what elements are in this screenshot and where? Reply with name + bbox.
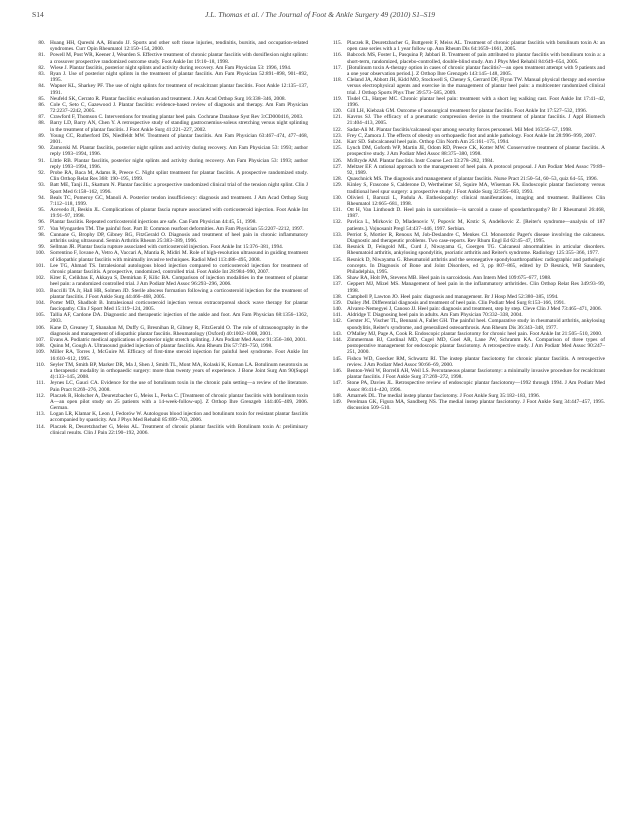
reference-number: 122. <box>332 126 342 133</box>
reference-entry <box>329 145 605 157</box>
reference-entry <box>32 52 308 64</box>
reference-entry <box>329 368 605 380</box>
reference-entry <box>32 195 308 207</box>
reference-text: O'Malley MJ, Page A, Cook R. Endoscopic plantar fasciotomy for chronic heel pain. Foot Ankle Int 21:505–510, 2000. <box>347 330 603 337</box>
reference-number: 127. <box>332 163 342 170</box>
reference-text: Dailey JM. Differential diagnosis and treatment of heel pain. Clin Podiatr Med Surg 8:153–166, 1991. <box>347 299 566 306</box>
reference-number: 91. <box>38 157 45 164</box>
reference-entry <box>32 170 308 182</box>
reference-entry <box>32 120 308 132</box>
reference-text: Crawford F, Thomson C. Interventions for treating plantar heel pain. Cochrane Database Syst Rev 3:CD000416, 2003. <box>50 114 304 121</box>
reference-text: Van Wyngarden TM. The painful foot. Part II: Common rearfoot deformities. Am Fam Physician 55:2207–2212, 1997. <box>50 225 304 232</box>
reference-entry <box>32 300 308 312</box>
reference-number: 134. <box>332 244 342 251</box>
reference-number: 104. <box>35 299 45 306</box>
references-column-right <box>329 40 605 411</box>
reference-text: Perelman GK, Figura MA, Sandberg NS. The medial instep plantar fasciotomy. J Foot Ankle Surg 34:447–457, 1995. discussion 509–510. <box>347 398 605 412</box>
reference-text: Amarnek DL. The medial instep plantar fasciotomy. J Foot Ankle Surg 35:182–183, 1996. <box>347 392 540 399</box>
reference-text: Evans A. Podiatric medical applications of posterior night stretch splinting. J Am Podiatr Med Assoc 91:356–360, 2001. <box>50 337 307 343</box>
reference-number: 129. <box>332 182 342 189</box>
reference-text: Neufeld SK, Cerrato R. Plantar fasciitis: evaluation and treatment. J Am Acad Orthop Surg 16:338–346, 2008. <box>50 95 286 102</box>
reference-entry <box>32 232 308 244</box>
reference-entry <box>329 219 605 231</box>
reference-text: Aldridge T. Diagnosing heel pain in adults. Am Fam Physician 70:332–338, 2004. <box>347 312 523 319</box>
reference-text: Sorrentino F, Iovane A, Vetro A, Vaccari A, Mantia R, Midiri M. Role of high-resolution ultrasound in guiding treatment of idiopathic plantar fasciitis with minimally invasive techniques. Radiol Med 113:486–495, 2008. <box>50 250 308 263</box>
reference-number: 138. <box>332 293 342 300</box>
reference-number: 80. <box>38 40 45 46</box>
reference-text: Placzek R, Deuretzbacher G, Buttgereit F, Meiss AL. Treatment of chronic plantar fasciitis with botulinum toxin A: an open case series with a 1 year follow up. Ann Rheum Dis 64:1659–1661, 2005. <box>347 40 605 53</box>
reference-text: Barry LD, Barry AN, Chen Y. A retrospective study of standing gastrocnemius-soleus stretching versus night splinting in the treatment of plantar fasciitis. J Foot Ankle Surg 41:221–227, 2002. <box>50 120 308 133</box>
reference-number: 133. <box>332 231 342 238</box>
reference-number: 89. <box>38 132 45 139</box>
reference-entry <box>32 145 308 157</box>
reference-text: Plantar fasciitis. Repeated corticosteroid injections are safe. Can Fam Physician 44:45, 51, 1998. <box>50 219 257 226</box>
reference-entry <box>329 164 605 176</box>
reference-entry <box>329 182 605 194</box>
reference-number: 140. <box>332 306 342 313</box>
reference-entry <box>329 399 605 411</box>
reference-number: 144. <box>332 337 342 343</box>
reference-number: 130. <box>332 194 342 201</box>
reference-text: Quinn M, Gough A. Ultrasound guided injection of plantar fasciitis. Ann Rheum Dis 57:749–750, 1998. <box>50 343 273 350</box>
reference-text: Placzek R, Holscher A, Deuretzbacher G, Meiss L, Perka C. [Treatment of chronic plantar fasciitis with botulinum toxin A—an open pilot study on 25 patients with a 14-week-follow-up]. Z Orthop Ihre Grenzgeb 144:405–409, 2006. German. <box>50 392 308 412</box>
reference-text: Sadat-Ali M. Plantar fasciitis/calcaneal spur among security forces personnel. Mil Med 163:56–57, 1998. <box>347 126 573 133</box>
reference-text: Powell M, Post WR, Keener J, Wearden S. Effective treatment of chronic plantar fasciitis with dorsiflexion night splints: a crossover prospective randomized outcome study. Foot Ankle Int 19:10–18, 1998. <box>50 52 308 65</box>
reference-number: 136. <box>332 275 342 282</box>
reference-number: 142. <box>332 318 342 325</box>
reference-number: 143. <box>332 330 342 337</box>
reference-number: 87. <box>38 114 45 121</box>
reference-number: 111. <box>36 380 45 387</box>
reference-text: Lee TG, Ahmad TS. Intralesional autologous blood injection compared to corticosteroid injection for treatment of chronic plantar fasciitis. A prospective, randomized, controlled trial. Foot Ankle Int 28:984–990, 2007. <box>50 262 308 275</box>
reference-entry <box>329 52 605 64</box>
reference-entry <box>32 133 308 145</box>
reference-text: Zamorski M. Plantar fasciitis, posterior night splints and activity during recovery. Am Fam Physician 53: 1993; author reply 1993–1994, 1996. <box>50 145 308 158</box>
reference-text: Logan LR, Klamar K, Leon J, Fedorów W. Autologous blood injection and botulinum toxin for resistant plantar fasciitis accompanied by spasticity. Am J Phys Med Rehabil 85:699–703, 2006. <box>50 411 308 424</box>
reference-entry <box>329 356 605 368</box>
reference-number: 99. <box>38 244 45 251</box>
reference-text: Buccilli TA Jr, Hall HR, Solmen JD. Sterile abscess formation following a corticosteroid injection for the treatment of plantar fasciitis. J Foot Ankle Surg 44:466–468, 2005. <box>50 287 308 300</box>
reference-entry <box>32 158 308 170</box>
reference-number: 116. <box>332 52 342 59</box>
reference-text: Seyler TM, Smith BP, Marker DR, Ma J, Shen J, Smith TL, Mont MA, Kolaski K, Koman LA. Botulinum neurotoxin as a therapeutic modality in orthopaedic surgery: more than twenty years of experience. J Bone Joint Surg Am 90(Suppl 4):133–145, 2008. <box>50 361 308 381</box>
reference-text: Perriot S, Mortier R, Renoux M, Job-Deslandre C, Menkes CJ. Monostotic Paget's disease involving the calcaneus. Diagnostic and therapeutic problems. Two case-reports. Rev Rhum Engl Ed 62:45–47, 1995. <box>347 231 605 244</box>
reference-entry <box>32 288 308 300</box>
reference-number: 115. <box>332 40 342 46</box>
reference-text: Probe RA, Baca M, Adams R, Preece C. Night splint treatment for plantar fasciitis. A prospective randomized study. Clin Orthop Relat Res 368: 190–195, 1999. <box>50 169 308 183</box>
reference-entry <box>32 325 308 337</box>
reference-number: 84. <box>38 83 45 90</box>
reference-entry <box>32 312 308 324</box>
reference-number: 128. <box>332 176 342 183</box>
reference-number: 97. <box>38 225 45 232</box>
reference-number: 148. <box>332 392 342 399</box>
reference-entry <box>329 337 605 356</box>
reference-entry <box>329 207 605 219</box>
reference-number: 145. <box>332 355 342 362</box>
reference-text: Wiese J. Plantar fasciitis, posterior night splints and activity during recovery. Am Fam Physician 53: 1996, 1994. <box>50 64 292 71</box>
reference-entry <box>32 275 308 287</box>
reference-number: 94. <box>38 194 45 201</box>
reference-text: Gill LH, Kiebzak GM. Outcome of nonsurgical treatment for plantar fasciitis. Foot Ankle Int 17:527–532, 1996. <box>347 108 588 115</box>
reference-entry <box>329 257 605 276</box>
reference-text: Jeynes LC, Gauci CA. Evidence for the use of botulinum toxin in the chronic pain setting—a review of the literature. Pain Pract 8:269–276, 2008. <box>50 380 308 393</box>
reference-text: Porter MD, Shadbolt B. Intralesional corticosteroid injection versus extracorporeal shock wave therapy for plantar fasciopathy. Clin J Sport Med 15:119–124, 2005. <box>50 299 308 313</box>
reference-text: Cleland JA, Abbott JH, Kidd MO, Stockwell S, Cheney S, Gerrard DF, Flynn TW. Manual physical therapy and exercise versus electrophysical agents and exercise in the management of plantar heel pain: a multicenter randomized clinical trial. J Orthop Sports Phys Ther 39:573–585, 2009. <box>347 77 605 96</box>
reference-text: Ott H, Van Linthoudt D. Heel pain in sarcoidosis—is sarcoid a cause of spondarthropathy? Br J Rheumatol 26:468, 1987. <box>347 207 605 220</box>
reference-number: 108. <box>35 343 45 350</box>
reference-number: 110. <box>35 361 45 368</box>
reference-number: 132. <box>332 219 342 226</box>
reference-text: Batt ME, Tanji JL, Skattum N. Plantar fasciitis: a prospective randomized clinical trial of the tension night splint. Clin J Sport Med 6:158–162, 1996. <box>50 182 308 195</box>
reference-entry <box>32 393 308 412</box>
reference-entry <box>32 207 308 219</box>
reference-text: Tisdel CL, Harper MC. Chronic plantar heel pain: treatment with a short leg walking cast. Foot Ankle Int 17:41–42, 1996. <box>347 95 605 108</box>
page-header <box>32 10 608 24</box>
reference-text: Benton-Weil W, Borrelli AH, Weil LS. Percutaneous plantar fasciotomy: a minimally invasive procedure for recalcitrant plantar fasciitis. J Foot Ankle Surg 37:269–272, 1998. <box>347 367 605 381</box>
reference-number: 107. <box>35 337 45 343</box>
reference-number: 114. <box>35 423 45 430</box>
reference-text: Huang HH, Qureshi AA, Biundo JJ. Sports and other soft tissue injuries, tendinitis, bursitis, and occupation-related syndromes. Curr Opin Rheumatol 12:150–154, 2000. <box>50 40 308 53</box>
reference-entry <box>32 182 308 194</box>
reference-entry <box>329 380 605 392</box>
reference-entry <box>32 411 308 423</box>
reference-text: Pavlica L, Mirkovic D, Mladenovic V, Popovic M, Krstic S, Andelkovic Z. [Reiter's syndrome—analysis of 187 patients.]. Vojnosanit Pregl 54:437–446, 1997. Serbian. <box>347 219 605 232</box>
reference-text: Stone PA, Davies JL. Retrospective review of endoscopic plantar fasciotomy—1992 through 1994. J Am Podiatr Med Assoc 86:414–420, 1996. <box>347 380 605 393</box>
reference-text: Quaschnick MS. The diagnosis and management of plantar fasciitis. Nurse Pract 21:50–54, 60–53, quiz 64–55, 1996. <box>347 176 598 183</box>
reference-number: 135. <box>332 256 342 263</box>
reference-number: 119. <box>332 95 342 102</box>
reference-number: 83. <box>38 70 45 77</box>
reference-entry <box>329 40 605 52</box>
reference-number: 139. <box>332 299 342 306</box>
reference-entry <box>329 232 605 244</box>
reference-text: Placzek R, Deuretzbacher G, Meiss AL. Treatment of chronic plantar fasciitis with Botulinum toxin A: preliminary clinical results. Clin J Pain 22:190–192, 2006. <box>50 423 308 436</box>
reference-entry <box>32 83 308 95</box>
reference-number: 85. <box>38 95 45 102</box>
reference-number: 126. <box>332 157 342 164</box>
reference-number: 102. <box>35 275 45 282</box>
reference-number: 125. <box>332 145 342 152</box>
reference-number: 121. <box>332 114 342 121</box>
reference-text: Acevedo JI, Beskin JL. Complications of plantar fascia rupture associated with corticosteroid injection. Foot Ankle Int 19:91–97, 1998. <box>50 207 308 220</box>
reference-number: 131. <box>332 207 342 214</box>
reference-text: [Botulinum toxin A-therapy option in cases of chronic plantar fasciitis?—an open treatment attempt with 9 patients and a one year observation period.]. Z Orthop Ihre Grenzgeb 143:145–148, 2005. <box>347 64 605 77</box>
reference-text: Shaw RA, Holt PA, Stevens MB. Heel pain in sarcoidosis. Ann Intern Med 109:675–677, 1988. <box>347 275 552 282</box>
reference-entry <box>32 102 308 114</box>
reference-entry <box>329 114 605 126</box>
reference-number: 93. <box>38 182 45 189</box>
reference-number: 106. <box>35 324 45 331</box>
reference-number: 118. <box>332 77 342 84</box>
page-number: S14 <box>32 10 44 19</box>
reference-number: 124. <box>332 139 342 145</box>
reference-entry <box>329 281 605 293</box>
reference-text: McBryde AM. Plantar fasciitis. Instr Course Lect 33:278–282, 1984. <box>347 157 494 164</box>
reference-entry <box>329 318 605 330</box>
reference-text: Young CC, Rutherford DS, Niedfeldt MW. Treatment of plantar fasciitis. Am Fam Physician 63:467–474, 477–468, 2001. <box>50 132 308 145</box>
reference-text: Fishco WD, Goecker RM, Schwartz RI. The instep plantar fasciotomy for chronic plantar fasciitis. A retrospective review. J Am Podiatr Med Assoc 90:66–69, 2000. <box>347 355 605 368</box>
reference-entry <box>32 349 308 361</box>
reference-number: 81. <box>38 52 45 59</box>
reference-number: 95. <box>38 207 45 214</box>
reference-number: 92. <box>38 169 45 176</box>
reference-text: Babcock MS, Foster L, Pasquina P, Jabbari B. Treatment of pain attributed to plantar fasciitis with botulinum toxin a: a short-term, randomized, placebo-controlled, double-blind study. Am J Phys Med Rehabil 84:649–654, 2005. <box>347 52 605 65</box>
reference-text: Kavros SJ. The efficacy of a pneumatic compression device in the treatment of plantar fasciitis. J Appl Biomech 21:404–413, 2005. <box>347 114 605 127</box>
reference-text: Wapner KL, Sharkey PF. The use of night splints for treatment of recalcitrant plantar fasciitis. Foot Ankle 12:135–137, 1991. <box>50 83 308 96</box>
reference-number: 105. <box>35 312 45 319</box>
reference-entry <box>32 71 308 83</box>
reference-entry <box>32 40 308 52</box>
reference-text: Campbell P, Lawton JO. Heel pain: diagnosis and management. Br J Hosp Med 52:380–385, 1994. <box>347 293 559 300</box>
reference-text: Ryan J. Use of posterior night splints in the treatment of plantar fasciitis. Am Fam Physician 52:891–898, 901–892, 1995. <box>50 70 308 84</box>
reference-entry <box>32 250 308 262</box>
reference-number: 117. <box>332 64 342 71</box>
reference-text: Resnick D, Niwayama G. Rheumatoid arthritis and the seronegative spondyloarthropathies: radiographic and pathologic concepts. In Diagnosis of Bone and Joint Disorders, ed 3, pp 807–865, edited by D Resnick, WB Saunders, Philadelphia, 1995. <box>347 256 605 275</box>
reference-entry <box>329 65 605 77</box>
reference-text: Kane D, Greaney T, Shanahan M, Duffy G, Bresnihan B, Gibney R, FitzGerald O. The role of ultrasonography in the diagnosis and management of idiopathic plantar fasciitis. Rheumatology (Oxford) 40:1002–1008, 2001. <box>50 324 308 337</box>
reference-number: 98. <box>38 231 45 238</box>
reference-text: Resnick D, Feingold ML, Curd J, Niwayama G, Goergen TG. Calcaneal abnormalities in articular disorders. Rheumatoid arthritis, ankylosing spondylitis, psoriatic arthritis and Reiter's syndrome. Radiology 125:355–366, 1977. <box>347 244 605 257</box>
reference-number: 137. <box>332 281 342 288</box>
reference-number: 88. <box>38 120 45 127</box>
reference-number: 120. <box>332 108 342 115</box>
reference-text: Olivieri I, Barozzi L, Padula A. Enthesiopathy: clinical manifestations, imaging and treatment. Baillieres Clin Rheumatol 12:665–681, 1998. <box>347 194 605 207</box>
reference-entry <box>32 380 308 392</box>
references-column-left <box>32 40 308 436</box>
reference-entry <box>329 77 605 96</box>
reference-text: Tallia AF, Cardone DA. Diagnostic and therapeutic injection of the ankle and foot. Am Fam Physician 68:1356–1362, 2003. <box>50 312 308 325</box>
reference-number: 147. <box>332 380 342 387</box>
reference-text: Frey C, Zamora J. The effects of obesity on orthopaedic foot and ankle pathology. Foot Ankle Int 28:996–999, 2007. <box>347 132 597 139</box>
reference-number: 100. <box>35 250 45 257</box>
reference-entry <box>329 96 605 108</box>
reference-number: 146. <box>332 367 342 374</box>
reference-text: Zimmerman BJ, Cardinal MD, Cugel MD, Goel AR, Lane JW, Schramm KA. Comparison of three types of postoperative management for endoscopic plantar fasciotomy. A retrospective study. J Am Podiatr Med Assoc 90:247–251, 2000. <box>347 337 605 356</box>
reference-entry <box>32 424 308 436</box>
reference-text: Kiter E, Celikbas E, Akkaya S, Demirkan F, Kilic BA. Comparison of injection modalities in the treatment of plantar heel pain: a randomized controlled trial. J Am Podiatr Med Assoc 96:293–296, 2006. <box>50 275 308 288</box>
reference-number: 82. <box>38 64 45 71</box>
reference-text: Kinley S, Frascone S, Calderone D, Wertheimer SJ, Squire MA, Wiseman FA. Endoscopic plantar fasciotomy versus traditional heel spur surgery: a prospective study. J Foot Ankle Surg 32:595–603, 1993. <box>347 182 605 195</box>
reference-entry <box>32 263 308 275</box>
reference-number: 109. <box>35 349 45 356</box>
reference-number: 90. <box>38 145 45 152</box>
reference-number: 101. <box>35 262 45 269</box>
reference-text: Sellman JR. Plantar fascia rupture associated with corticosteroid injection. Foot Ankle Int 15:376–381, 1994. <box>50 244 284 251</box>
reference-text: Miller RA, Torres J, McGuire M. Efficacy of first-time steroid injection for painful heel syndrome. Foot Ankle Int 16:610–612, 1995. <box>50 349 308 362</box>
reference-number: 96. <box>38 219 45 226</box>
reference-text: Cole C, Seto C, Gazewood J. Plantar fasciitis: evidence-based review of diagnosis and therapy. Am Fam Physician 72:2237–2242, 2005. <box>50 101 308 115</box>
reference-text: Little RB. Plantar fasciitis, posterior night splints and activity during recovery. Am Fam Physician 53: 1993; author reply 1993–1994, 1996. <box>50 157 308 170</box>
reference-entry <box>329 244 605 256</box>
reference-number: 103. <box>35 287 45 294</box>
reference-text: Gerster JC, Vischer TL, Bennani A, Fallet GH. The painful heel. Comparative study in rheumatoid arthritis, ankylosing spondylitis, Reiter's syndrome, and generalized osteoarthrosis. Ann Rheum Dis 36:343–348, 1977. <box>347 318 605 331</box>
running-head: J.L. Thomas et al. / The Journal of Foot & Ankle Surgery 49 (2010) S1–S19 <box>204 10 436 19</box>
reference-entry <box>329 195 605 207</box>
reference-text: Meltzer EF. A rational approach to the management of heel pain. A protocol proposal. J Am Podiatr Med Assoc 79:89–92, 1989. <box>347 163 605 176</box>
reference-text: Beals TC, Pomeroy GC, Manoli A. Posterior tendon insufficiency: diagnosis and treatment. J Am Acad Orthop Surg 7:112–118, 1999. <box>50 194 308 207</box>
reference-number: 149. <box>332 398 342 405</box>
reference-text: Geppert MJ, Mizel MS. Management of heel pain in the inflammatory arthritides. Clin Orthop Relat Res 349:93–99, 1998. <box>347 281 605 294</box>
reference-text: Karr SD. Subcalcaneal heel pain. Orthop Clin North Am 25:161–175, 1994. <box>347 139 510 145</box>
reference-number: 141. <box>332 312 342 319</box>
reference-number: 86. <box>38 101 45 108</box>
reference-text: Cunnane G, Brophy DP, Gibney RG, FitzGerald O. Diagnosis and treatment of heel pain in chronic inflammatory arthritis using ultrasound. Semin Arthritis Rheum 25:383–389, 1996. <box>50 231 308 244</box>
reference-number: 112. <box>35 392 45 399</box>
reference-text: Alvarez-Nemegyei J, Canoso JJ. Heel pain: diagnosis and treatment, step by step. Cleve Clin J Med 73:465–471, 2006. <box>347 306 602 313</box>
reference-text: Lynch DM, Goforth WP, Martin JE, Odom RD, Preece CK, Kotter MW. Conservative treatment of plantar fasciitis. A prospective study. J Am Podiatr Med Assoc 88:375–380, 1998. <box>347 145 605 158</box>
reference-number: 123. <box>332 132 342 139</box>
reference-entry <box>32 362 308 381</box>
reference-number: 113. <box>35 411 45 418</box>
